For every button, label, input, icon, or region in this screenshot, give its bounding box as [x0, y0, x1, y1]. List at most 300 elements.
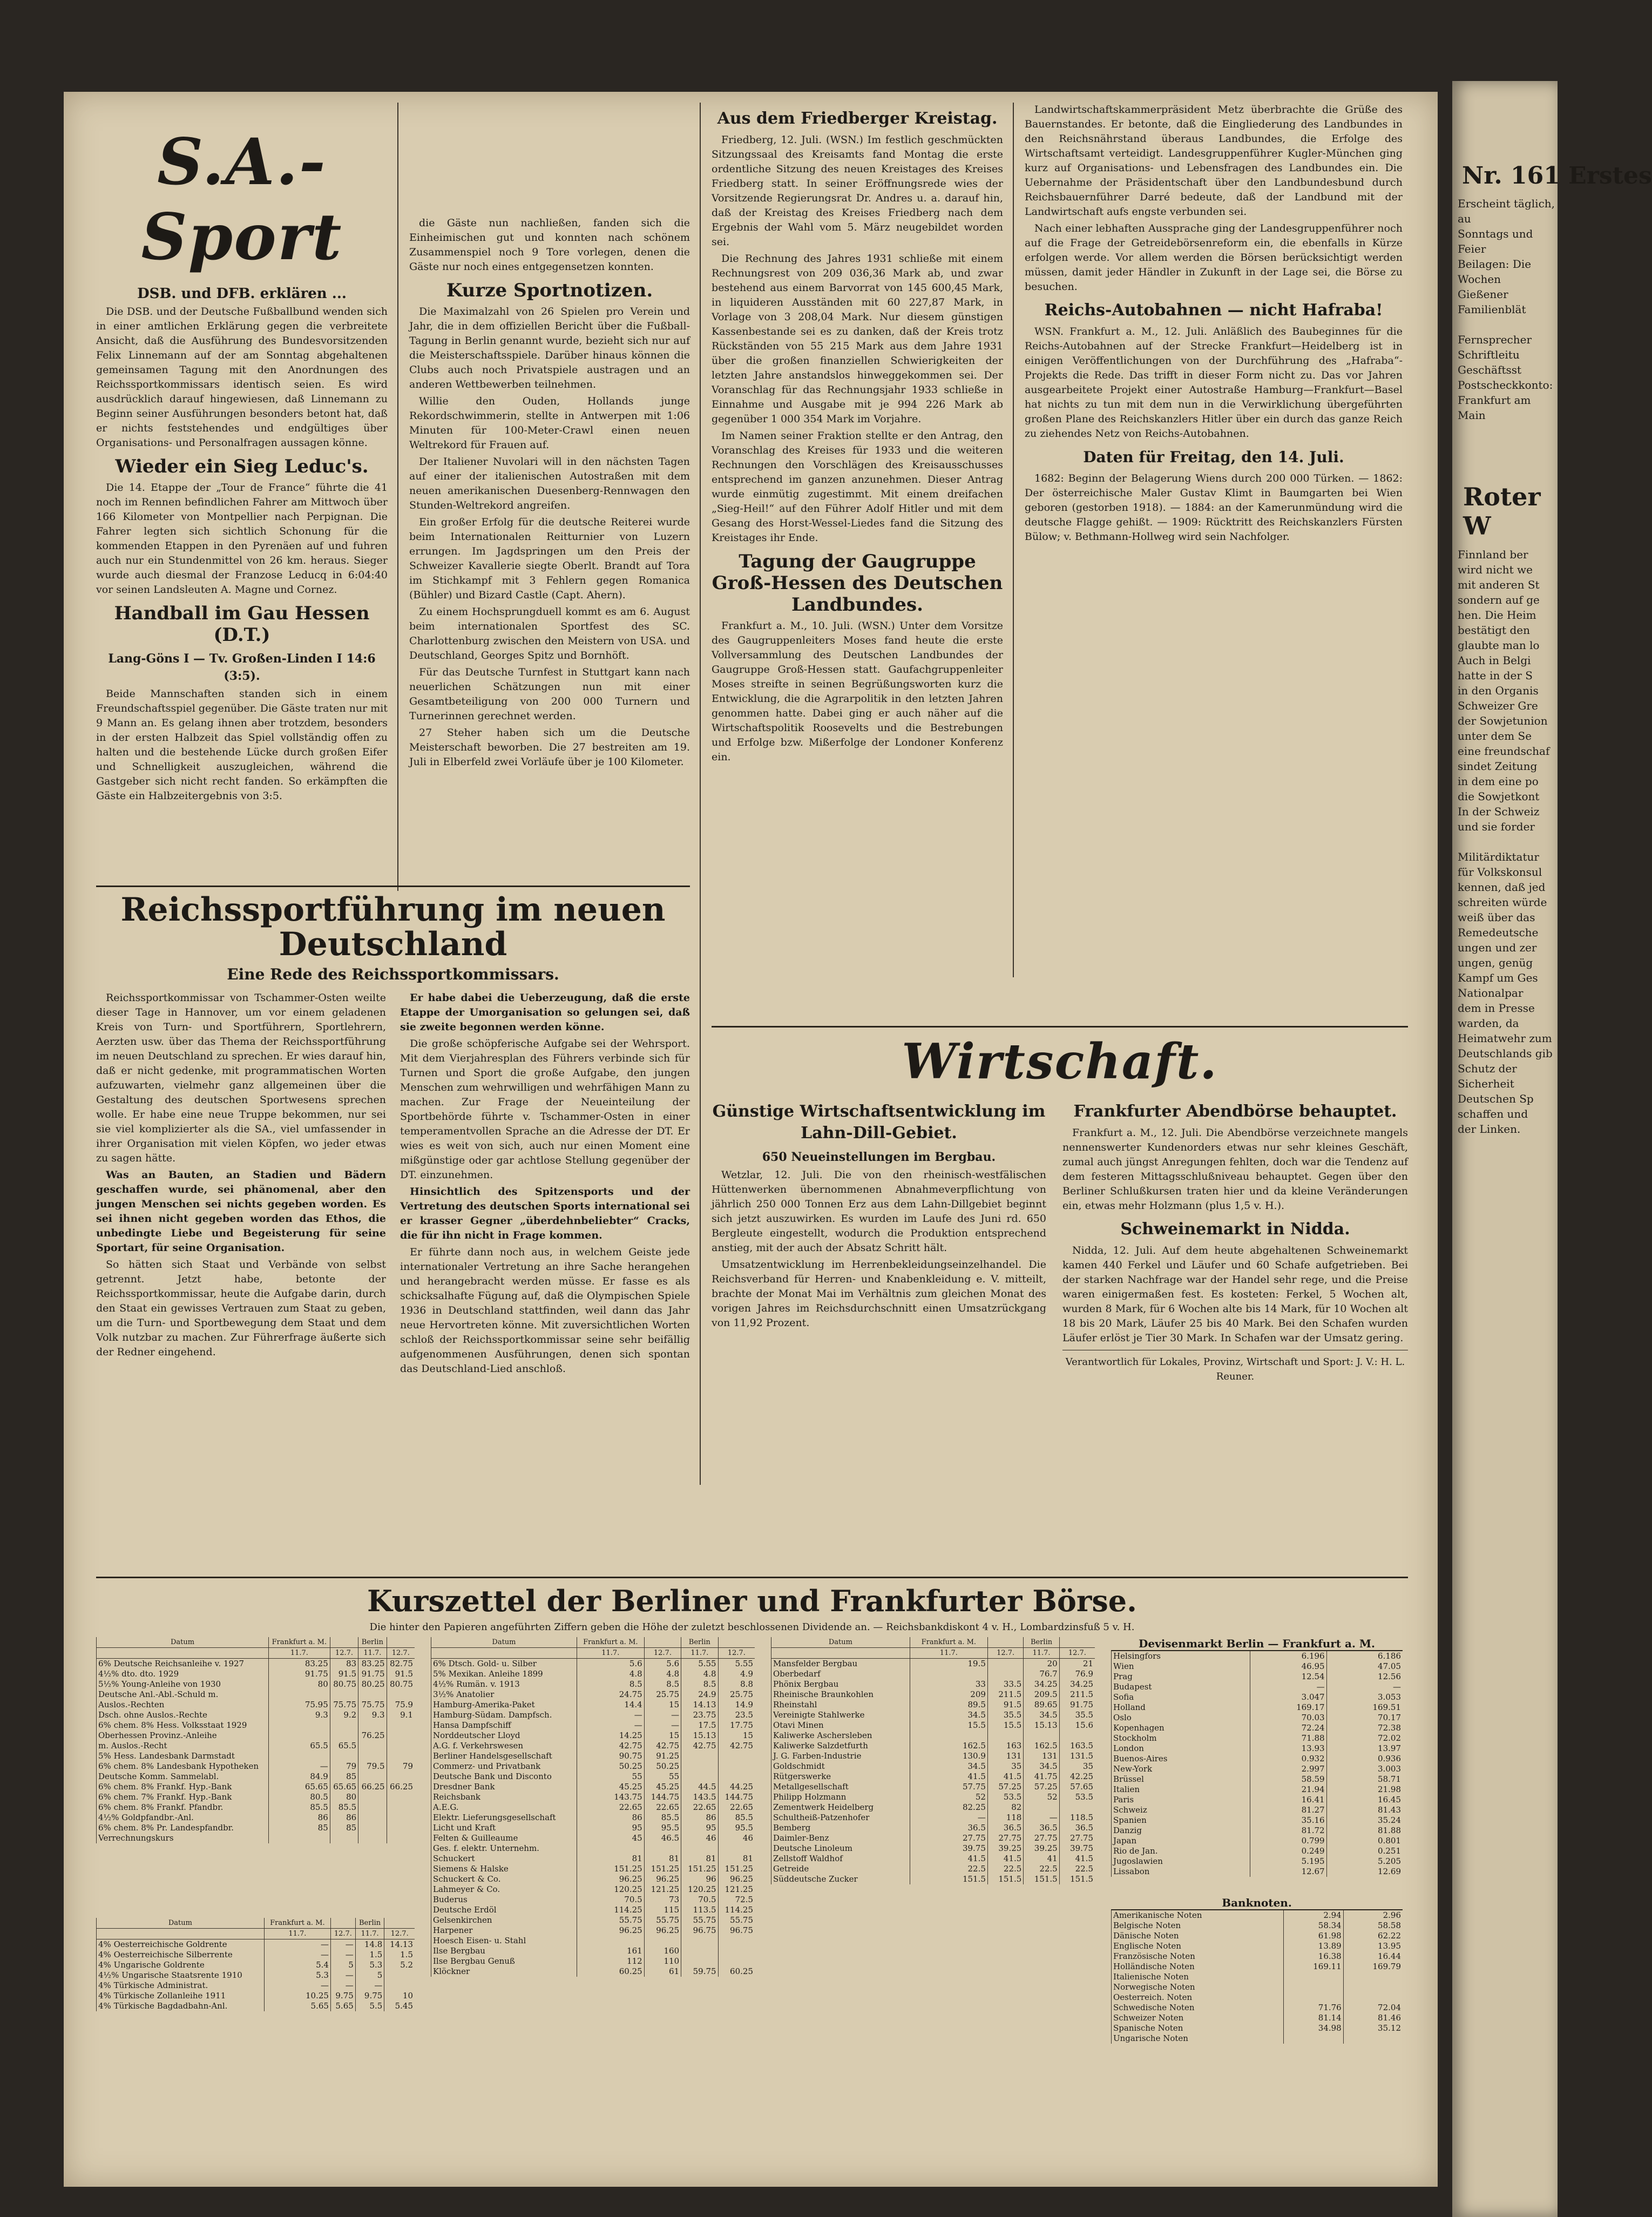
price-cell: 22.5	[1059, 1864, 1095, 1874]
price-cell: 113.5	[681, 1905, 718, 1915]
security-name: 6% chem. 7% Frankf. Hyp.-Bank	[97, 1792, 269, 1802]
price-cell	[910, 1669, 987, 1679]
table-row	[431, 1710, 755, 1720]
table-row	[431, 1802, 755, 1813]
price-cell: 15	[718, 1731, 755, 1741]
price-cell: 25.75	[644, 1689, 681, 1700]
table-row	[97, 1689, 415, 1700]
price-cell: 91.5	[987, 1700, 1023, 1710]
table-row	[431, 1782, 755, 1792]
table-header-cell	[384, 1918, 415, 1929]
price-cell: 83	[330, 1659, 358, 1669]
price-cell: 163.5	[1059, 1741, 1095, 1751]
price-cell: 9.3	[268, 1710, 330, 1720]
price-cell: 60.25	[718, 1966, 755, 1977]
price-cell: 120.25	[681, 1884, 718, 1895]
price-cell	[387, 1792, 415, 1802]
price-cell	[358, 1813, 387, 1823]
price-cell: 81	[644, 1854, 681, 1864]
price-cell: 96.25	[644, 1874, 681, 1884]
price-cell: 65.5	[330, 1741, 358, 1751]
table-row	[1112, 1962, 1403, 1972]
table-row	[97, 1970, 415, 1981]
security-name: Commerz- und Privatbank	[431, 1761, 577, 1772]
price-cell: 34.5	[1024, 1710, 1059, 1720]
security-name: Dresdner Bank	[431, 1782, 577, 1792]
rate-cell: 34.98	[1284, 2023, 1344, 2033]
price-cell	[718, 1956, 755, 1966]
price-cell	[577, 1843, 644, 1854]
rate-cell: 6.196	[1250, 1651, 1326, 1661]
table-row	[1112, 1764, 1403, 1774]
price-cell	[358, 1689, 387, 1700]
security-name: Elektr. Lieferungsgesellschaft	[431, 1813, 577, 1823]
rate-cell	[1343, 1992, 1403, 2003]
table-header-cell	[387, 1637, 415, 1648]
table-header-cell: Frankfurt a. M.	[264, 1918, 330, 1929]
rate-cell: 35.24	[1326, 1815, 1403, 1826]
price-cell	[387, 1833, 415, 1843]
table-row	[771, 1659, 1095, 1669]
price-cell	[358, 1751, 387, 1761]
security-name: A.E.G.	[431, 1802, 577, 1813]
price-cell: 163	[987, 1741, 1023, 1751]
price-cell: 91.5	[330, 1669, 358, 1679]
price-cell: 27.75	[1024, 1833, 1059, 1843]
rate-cell: 61.98	[1284, 1931, 1344, 1941]
daten-title: Daten für Freitag, den 14. Juli.	[1083, 448, 1344, 466]
rate-cell: 46.95	[1250, 1661, 1326, 1672]
price-cell: 131	[987, 1751, 1023, 1761]
price-cell: 66.25	[387, 1782, 415, 1792]
currency-name: Jugoslawien	[1112, 1856, 1250, 1867]
table-row	[1112, 1836, 1403, 1846]
table-header-cell	[987, 1637, 1023, 1648]
table-row	[431, 1864, 755, 1874]
table-row	[1112, 1713, 1403, 1723]
column-divider	[700, 103, 701, 1485]
price-cell: 50.25	[644, 1761, 681, 1772]
table-date-cell: 11.7.	[1024, 1648, 1059, 1659]
table-row	[431, 1966, 755, 1977]
table-row	[97, 1833, 415, 1843]
price-cell: —	[330, 1970, 355, 1981]
security-name: 6% Dtsch. Gold- u. Silber	[431, 1659, 577, 1669]
rate-cell	[1343, 2033, 1403, 2044]
price-cell: 35	[987, 1761, 1023, 1772]
price-cell: 15.5	[987, 1720, 1023, 1731]
table-row	[97, 1981, 415, 1991]
price-cell	[910, 1731, 987, 1741]
price-cell: —	[577, 1720, 644, 1731]
table-row	[1112, 1931, 1403, 1941]
price-cell: 14.25	[577, 1731, 644, 1741]
table-row	[771, 1679, 1095, 1689]
price-cell: 151.5	[910, 1874, 987, 1884]
table-date-cell: 12.7.	[718, 1648, 755, 1659]
security-name: Schuckert & Co.	[431, 1874, 577, 1884]
price-cell: 75.95	[268, 1700, 330, 1710]
price-cell: 39.25	[987, 1843, 1023, 1854]
table-header-cell	[330, 1918, 355, 1929]
rate-cell: 3.047	[1250, 1692, 1326, 1702]
price-cell: 61	[644, 1966, 681, 1977]
table-row	[771, 1700, 1095, 1710]
dsv-heading: DSB. und DFB. erklären ...	[137, 286, 347, 302]
currency-name: Dänische Noten	[1112, 1931, 1284, 1941]
price-cell: 70.5	[681, 1895, 718, 1905]
price-cell: 55.75	[644, 1915, 681, 1925]
price-cell: 42.75	[718, 1741, 755, 1751]
price-cell	[681, 1946, 718, 1956]
security-name: J. G. Farben-Industrie	[771, 1751, 910, 1761]
price-cell: 95.5	[718, 1823, 755, 1833]
table-row	[431, 1731, 755, 1741]
price-cell	[268, 1833, 330, 1843]
kurszettel-section	[96, 1571, 1408, 2177]
table-row	[97, 1659, 415, 1669]
security-name: Goldschmidt	[771, 1761, 910, 1772]
table-date-cell: 12.7.	[384, 1929, 415, 1939]
currency-name: Brüssel	[1112, 1774, 1250, 1785]
lahn-article	[712, 1096, 1046, 1386]
price-cell: 90.75	[577, 1751, 644, 1761]
price-cell	[387, 1823, 415, 1833]
rate-cell: 58.34	[1284, 1921, 1344, 1931]
price-cell: 89.5	[910, 1700, 987, 1710]
price-cell: 5.55	[718, 1659, 755, 1669]
kreistag-title: Aus dem Friedberger Kreistag.	[717, 109, 998, 128]
price-cell: 75.75	[358, 1700, 387, 1710]
price-cell: 14.9	[718, 1700, 755, 1710]
price-cell	[1024, 1802, 1059, 1813]
price-cell: 211.5	[1059, 1689, 1095, 1700]
price-cell: 15.13	[681, 1731, 718, 1741]
price-cell: 46	[681, 1833, 718, 1843]
reich-col-1: Reichssportkommissar von Tschammer-Osten weilte dieser Tage in Hannover, um vor einem geladenen Kreis von Turn- und Sportführern, Sportlehrern, Aerzten usw. über das Thema der Reichssportführung im neuen Deutschland zu sprechen. Er wies darauf hin, daß er nicht gedenke, mit programmatischen Worten aufzuwarten, vielmehr ganz allgemeinen über die Gestaltung des deutschen Sportwesens sprechen wolle. Er habe eine neue Truppe bekommen, nur sei sie viel komplizierter als die SA., viel umfassender in ihrer Organisation mit vielen Köpfen, wo jeder etwas zu sagen hätte. Was an Bauten, an Stadien und Bädern geschaffen wurde, sei phänomenal, aber den jungen Menschen sei nichts gegeben worden. Es sei ihnen nicht gegeben worden das Ethos, die unbedingte Liebe und Begeisterung für seine Sportart, für seine Organisation. So hätten sich Staat und Verbände von selbst getrennt. Jetzt habe, betonte der Reichssportkommissar, heute die Aufgabe darin, durch den Staat ein gewisses Vertrauen zum Staat zu geben, um die Turn- und Sportbewegung dem Staat und dem Volk nutzbar zu machen. Zur Führerfrage äußerte sich der Redner eingehend.	[96, 992, 386, 1358]
price-cell: 5	[330, 1960, 355, 1970]
price-cell: 25.75	[718, 1689, 755, 1700]
security-name: 4½% dto. dto. 1929	[97, 1669, 269, 1679]
price-cell: 121.25	[718, 1884, 755, 1895]
table-row	[771, 1792, 1095, 1802]
security-name: 6% chem. 8% Hess. Volksstaat 1929	[97, 1720, 269, 1731]
autobahn-text: WSN. Frankfurt a. M., 12. Juli. Anläßlich des Baubeginnes für die Reichs-Autobahnen auf der Strecke Frankfurt—Heidelberg ist in einigen Veröffentlichungen von der Durchführung des „Hafraba“-Projekts die Rede. Das trifft in dieser Form nicht zu. Das vor Jahren ausgearbeitete Projekt einer Autostraße Hamburg—Frankfurt—Basel hat nichts zu tun mit dem nun in die Verwirklichung übergeführten großen Plane des Reichskanzlers Hitler über ein durch das ganze Reich zu ziehendes Netz von Reichs-Autobahnen.	[1025, 326, 1403, 440]
rate-cell: 81.14	[1284, 2013, 1344, 2023]
price-cell: 65.65	[268, 1782, 330, 1792]
rate-cell: 13.95	[1343, 1941, 1403, 1951]
table-row	[97, 1960, 415, 1970]
rate-cell: 0.249	[1250, 1846, 1326, 1856]
sport-title: S.A.-Sport	[141, 124, 343, 274]
schweinemarkt-title: Schweinemarkt in Nidda.	[1120, 1220, 1350, 1239]
rates-table	[1111, 1651, 1403, 1877]
price-cell: 22.5	[910, 1864, 987, 1874]
kurz-notes: Die Maximalzahl von 26 Spielen pro Verein und Jahr, die in dem offiziellen Bericht über die Fußball-Tagung in Berlin genannt wurde, bezieht sich nur auf die Meisterschaftsspiele. Darüber hinaus können die Clubs auch noch Privatspiele austragen und an anderen Wettbewerben teilnehmen. Willie den Ouden, Hollands junge Rekordschwimmerin, stellte in Antwerpen mit 1:06 Minuten für 100-Meter-Crawl einen neuen Weltrekord für Frauen auf. Der Italiener Nuvolari will in den nächsten Tagen auf einer der italienischen Autostraßen mit dem neuen amerikanischen Duesenberg-Rennwagen den Stunden-Weltrekord angreifen. Ein großer Erfolg für die deutsche Reiterei wurde beim Internationalen Reitturnier von Luzern errungen. Im Jagdspringen um den Preis der Schweizer Kavallerie siegte Oberlt. Brandt auf Tora im Stichkampf mit 3 Fehlern gegen Romanica (Bühler) und Bizard Castle (Capt. Ahern). Zu einem Hochsprungduell kommt es am 6. August beim internationalen Sportfest des SC. Charlottenburg zwischen den Meistern von USA. und Deutschland, Georges Spitz und Bornhöft. Für das Deutsche Turnfest in Stuttgart kann nach neuerlichen Schätzungen nun mit einer Gesamtbeteiligung von 200 000 Turnern und Turnerinnen gerechnet werden. 27 Steher haben sich um die Deutsche Meisterschaft beworben. Die 27 bestreiten am 19. Juli in Elberfeld zwei Vorläufe über je 100 Kilometer.	[409, 306, 690, 768]
stock-table	[96, 1918, 415, 2011]
rate-cell: 16.44	[1343, 1951, 1403, 1962]
security-name: A.G. f. Verkehrswesen	[431, 1741, 577, 1751]
rate-cell: 21.98	[1326, 1785, 1403, 1795]
price-cell	[681, 1761, 718, 1772]
price-cell: 14.13	[384, 1939, 415, 1950]
price-cell: 85.5	[644, 1813, 681, 1823]
table-row	[431, 1823, 755, 1833]
price-cell: 15.13	[1024, 1720, 1059, 1731]
price-cell: —	[1024, 1813, 1059, 1823]
table-row	[431, 1946, 755, 1956]
table-row	[1112, 1785, 1403, 1795]
security-name: Hamburg-Südam. Dampfsch.	[431, 1710, 577, 1720]
table-row	[1112, 1692, 1403, 1702]
table-date-cell: 11.7.	[264, 1929, 330, 1939]
table-row	[1112, 1682, 1403, 1692]
security-name: 4% Türkische Zollanleihe 1911	[97, 1991, 265, 2001]
table-header-cell: Datum	[97, 1637, 269, 1648]
rate-cell: 3.053	[1326, 1692, 1403, 1702]
rate-cell: 2.94	[1284, 1910, 1344, 1921]
currency-name: Schweiz	[1112, 1805, 1250, 1815]
price-cell: 35.5	[1059, 1710, 1095, 1720]
autobahn-title: Reichs-Autobahnen — nicht Hafraba!	[1044, 301, 1383, 320]
table-row	[431, 1956, 755, 1966]
price-cell: 91.75	[358, 1669, 387, 1679]
price-cell	[577, 1936, 644, 1946]
price-cell: 24.75	[577, 1689, 644, 1700]
rate-cell	[1343, 1972, 1403, 1982]
security-name: 3½% Anatolier	[431, 1689, 577, 1700]
next-page-header-text: Erscheint täglich, au Sonntags und Feier Beilagen: Die Wochen Gießener Familienblät Fernsprecher Schriftleitu Geschäftsst Postscheckkonto: Frankfurt am Main	[1458, 197, 1555, 422]
next-page-edge	[1452, 81, 1652, 2217]
price-cell: 82.75	[387, 1659, 415, 1669]
price-cell: 42.75	[644, 1741, 681, 1751]
table-date-cell	[431, 1648, 577, 1659]
price-cell: 34.5	[1024, 1761, 1059, 1772]
table-row	[771, 1802, 1095, 1813]
price-cell: 9.75	[355, 1991, 384, 2001]
price-cell: 35.5	[987, 1710, 1023, 1720]
lahn-text: Wetzlar, 12. Juli. Die von den rheinisch-westfälischen Hüttenwerken übernommenen Abnahmeverpflichtung von jährlich 250 000 Tonnen Erz aus dem Lahn-Dillgebiet beginnt sich jetzt auszuwirken. Es wurden im Laufe des Juni rd. 650 Bergleute eingestellt, wodurch die Produktion entsprechend anstieg, mit der auch der Absatz Schritt hält. Umsatzentwicklung im Herrenbekleidungseinzelhandel. Die Reichsverband für Herren- und Knabenkleidung e. V. mitteilt, brachte der Monat Mai im Verhältnis zum gleichen Monat des vorigen Jahres im Reichsdurchschnitt einen Umsatzrückgang von 11,92 Prozent.	[712, 1169, 1046, 1329]
price-cell: 5.6	[577, 1659, 644, 1669]
price-cell: —	[355, 1981, 384, 1991]
price-cell	[1059, 1731, 1095, 1741]
table-row	[1112, 2003, 1403, 2013]
table-row	[97, 1710, 415, 1720]
wirtschaft-section	[712, 1020, 1408, 1386]
next-page-title: Nr. 161 Erstes	[1462, 162, 1652, 190]
rate-cell: 70.17	[1326, 1713, 1403, 1723]
price-cell: 86	[268, 1813, 330, 1823]
table-row	[1112, 1774, 1403, 1785]
table-row	[1112, 2023, 1403, 2033]
price-cell: 20	[1024, 1659, 1059, 1669]
sport-column	[96, 103, 388, 806]
price-cell: 85.5	[330, 1802, 358, 1813]
rate-cell: 169.79	[1343, 1962, 1403, 1972]
section-rule	[96, 1577, 1408, 1578]
price-cell	[387, 1731, 415, 1741]
currency-name: Sofia	[1112, 1692, 1250, 1702]
security-name: Bemberg	[771, 1823, 910, 1833]
price-cell: 5.55	[681, 1659, 718, 1669]
security-name: Deutsche Erdöl	[431, 1905, 577, 1915]
price-cell	[681, 1751, 718, 1761]
currency-name: Amerikanische Noten	[1112, 1910, 1284, 1921]
security-name: Deutsche Anl.-Abl.-Schuld m.	[97, 1689, 269, 1700]
security-name: Lahmeyer & Co.	[431, 1884, 577, 1895]
security-name: Rheinstahl	[771, 1700, 910, 1710]
price-cell: 23.5	[718, 1710, 755, 1720]
table-date-cell: 12.7.	[987, 1648, 1023, 1659]
price-cell	[987, 1659, 1023, 1669]
price-cell: 45	[577, 1833, 644, 1843]
rate-cell: 71.88	[1250, 1733, 1326, 1743]
price-cell: 5.2	[384, 1960, 415, 1970]
reich-subtitle: Eine Rede des Reichssportkommissars.	[227, 965, 559, 983]
table-row	[771, 1710, 1095, 1720]
price-cell: —	[644, 1720, 681, 1731]
price-cell: 151.5	[987, 1874, 1023, 1884]
table-date-cell	[97, 1929, 265, 1939]
price-cell: 5.3	[355, 1960, 384, 1970]
security-name: 4% Ungarische Goldrente	[97, 1960, 265, 1970]
security-name: 4% Oesterreichische Goldrente	[97, 1939, 265, 1950]
price-cell: 4.9	[718, 1669, 755, 1679]
price-cell: 57.25	[987, 1782, 1023, 1792]
price-cell	[387, 1689, 415, 1700]
security-name: Rütgerswerke	[771, 1772, 910, 1782]
price-cell: 55.75	[577, 1915, 644, 1925]
price-cell: 79	[330, 1761, 358, 1772]
currency-name: Schweizer Noten	[1112, 2013, 1284, 2023]
price-cell: 27.75	[910, 1833, 987, 1843]
price-cell: 41	[1024, 1854, 1059, 1864]
price-cell: —	[330, 1939, 355, 1950]
table-row	[431, 1761, 755, 1772]
price-cell	[268, 1751, 330, 1761]
rates-table	[1111, 1910, 1403, 2044]
price-cell: 160	[644, 1946, 681, 1956]
price-cell: 118.5	[1059, 1813, 1095, 1823]
table-header-cell: Datum	[97, 1918, 265, 1929]
price-cell: 14.13	[681, 1700, 718, 1710]
table-header-cell: Frankfurt a. M.	[577, 1637, 644, 1648]
section-rule	[712, 1026, 1408, 1028]
daten-text: 1682: Beginn der Belagerung Wiens durch 200 000 Türken. — 1862: Der österreichische Maler Gustav Klimt in Baumgarten bei Wien geboren (gestorben 1918). — 1884: an der Kamerunmündung wird die deutsche Flagge gehißt. — 1909: Rücktritt des Reichskanzlers Fürsten Bülow; v. Bethmann-Hollweg wird sein Nachfolger.	[1025, 472, 1403, 543]
rate-cell: 12.56	[1326, 1672, 1403, 1682]
security-name: Süddeutsche Zucker	[771, 1874, 910, 1884]
price-cell: 79	[387, 1761, 415, 1772]
table-row	[1112, 1733, 1403, 1743]
price-cell: 81	[681, 1854, 718, 1864]
table-row	[1112, 1951, 1403, 1962]
rate-cell: 62.22	[1343, 1931, 1403, 1941]
table-row	[1112, 1661, 1403, 1672]
rate-cell: 16.45	[1326, 1795, 1403, 1805]
price-cell: 34.5	[910, 1761, 987, 1772]
table-row	[97, 1741, 415, 1751]
security-name: 6% chem. 8% Frankf. Hyp.-Bank	[97, 1782, 269, 1792]
leduc-text: Die 14. Etappe der „Tour de France“ führte die 41 noch im Rennen befindlichen Fahrer am Mittwoch über 166 Kilometer von Montpellier nach Perpignan. Die Fahrer legten sich sichtlich Schonung für die kommenden Etappen in den Pyrenäen auf und fuhren auch nur ein Stundenmittel von 26 km. heraus. Sieger wurde auch diesmal der Franzose Leducq in 6:04:40 vor seinen Landsleuten A. Magne und Cornez.	[96, 482, 388, 596]
price-cell: 45.25	[644, 1782, 681, 1792]
table-date-cell: 12.7.	[387, 1648, 415, 1659]
price-cell: 34.25	[1024, 1679, 1059, 1689]
price-cell: 151.5	[1059, 1874, 1095, 1884]
price-cell: 79.5	[358, 1761, 387, 1772]
rate-cell: 13.93	[1250, 1743, 1326, 1754]
abendboerse-title: Frankfurter Abendbörse behauptet.	[1073, 1102, 1397, 1121]
table-row	[1112, 1910, 1403, 1921]
price-cell: 151.25	[577, 1864, 644, 1874]
price-cell: 86	[681, 1813, 718, 1823]
price-cell: 80.5	[268, 1792, 330, 1802]
price-cell: 59.75	[681, 1966, 718, 1977]
price-cell	[358, 1772, 387, 1782]
price-cell: 19.5	[910, 1659, 987, 1669]
table-row	[97, 1792, 415, 1802]
price-cell: 96.25	[718, 1874, 755, 1884]
handball-subheading: Lang-Göns I — Tv. Großen-Linden I 14:6 (3:5).	[108, 652, 376, 683]
table-header-cell	[718, 1637, 755, 1648]
price-cell: 80	[330, 1792, 358, 1802]
security-name: Vereinigte Stahlwerke	[771, 1710, 910, 1720]
rate-cell: 72.04	[1343, 2003, 1403, 2013]
rate-cell: 0.936	[1326, 1754, 1403, 1764]
price-cell: 41.75	[1024, 1772, 1059, 1782]
kurszettel-title: Kurszettel der Berliner und Frankfurter Börse.	[367, 1584, 1137, 1618]
security-name: 4% Oesterreichische Silberrente	[97, 1950, 265, 1960]
security-name: Hoesch Eisen- u. Stahl	[431, 1936, 577, 1946]
rate-cell: 0.801	[1326, 1836, 1403, 1846]
security-name: Deutsche Bank und Disconto	[431, 1772, 577, 1782]
price-cell: 41.5	[910, 1772, 987, 1782]
table-row	[1112, 2013, 1403, 2023]
rate-cell: 81.27	[1250, 1805, 1326, 1815]
price-cell: 41.5	[987, 1772, 1023, 1782]
rate-cell: 16.41	[1250, 1795, 1326, 1805]
rate-cell: 12.54	[1250, 1672, 1326, 1682]
reich-article	[96, 880, 690, 1378]
price-cell	[384, 1981, 415, 1991]
rate-cell: 71.76	[1284, 2003, 1344, 2013]
table-date-cell	[97, 1648, 269, 1659]
price-cell	[387, 1751, 415, 1761]
table-row	[431, 1915, 755, 1925]
price-cell: 86	[577, 1813, 644, 1823]
price-cell: 80.25	[358, 1679, 387, 1689]
handball-text: Beide Mannschaften standen sich in einem Freundschaftsspiel gegenüber. Die Gäste traten nur mit 9 Mann an. Es gelang ihnen aber trotzdem, besonders in der ersten Halbzeit das Spiel vollständig offen zu halten und die bestehende Lücke durch großen Eifer und Schnelligkeit auszugleichen, während die Gastgeber sich nicht recht fanden. So erkämpften die Gäste ein Halbzeitergebnis von 3:5.	[96, 688, 388, 802]
price-cell: 143.5	[681, 1792, 718, 1802]
price-cell	[384, 1970, 415, 1981]
landbund-title: Tagung der Gaugruppe Groß-Hessen des Deutschen Landbundes.	[712, 551, 1003, 616]
price-cell: 95	[681, 1823, 718, 1833]
table-row	[97, 1679, 415, 1689]
table-row	[771, 1864, 1095, 1874]
price-cell	[681, 1772, 718, 1782]
price-cell: 42.75	[681, 1741, 718, 1751]
price-cell: 15.6	[1059, 1720, 1095, 1731]
table-date-cell: 11.7.	[681, 1648, 718, 1659]
rate-cell: —	[1250, 1682, 1326, 1692]
price-cell: 55.75	[681, 1915, 718, 1925]
table-header-cell	[1059, 1637, 1095, 1648]
price-cell: 72.5	[718, 1895, 755, 1905]
currency-name: Oesterreich. Noten	[1112, 1992, 1284, 2003]
price-cell	[358, 1720, 387, 1731]
price-cell: 82	[987, 1802, 1023, 1813]
price-cell: 52	[910, 1792, 987, 1802]
price-cell: 4.8	[644, 1669, 681, 1679]
